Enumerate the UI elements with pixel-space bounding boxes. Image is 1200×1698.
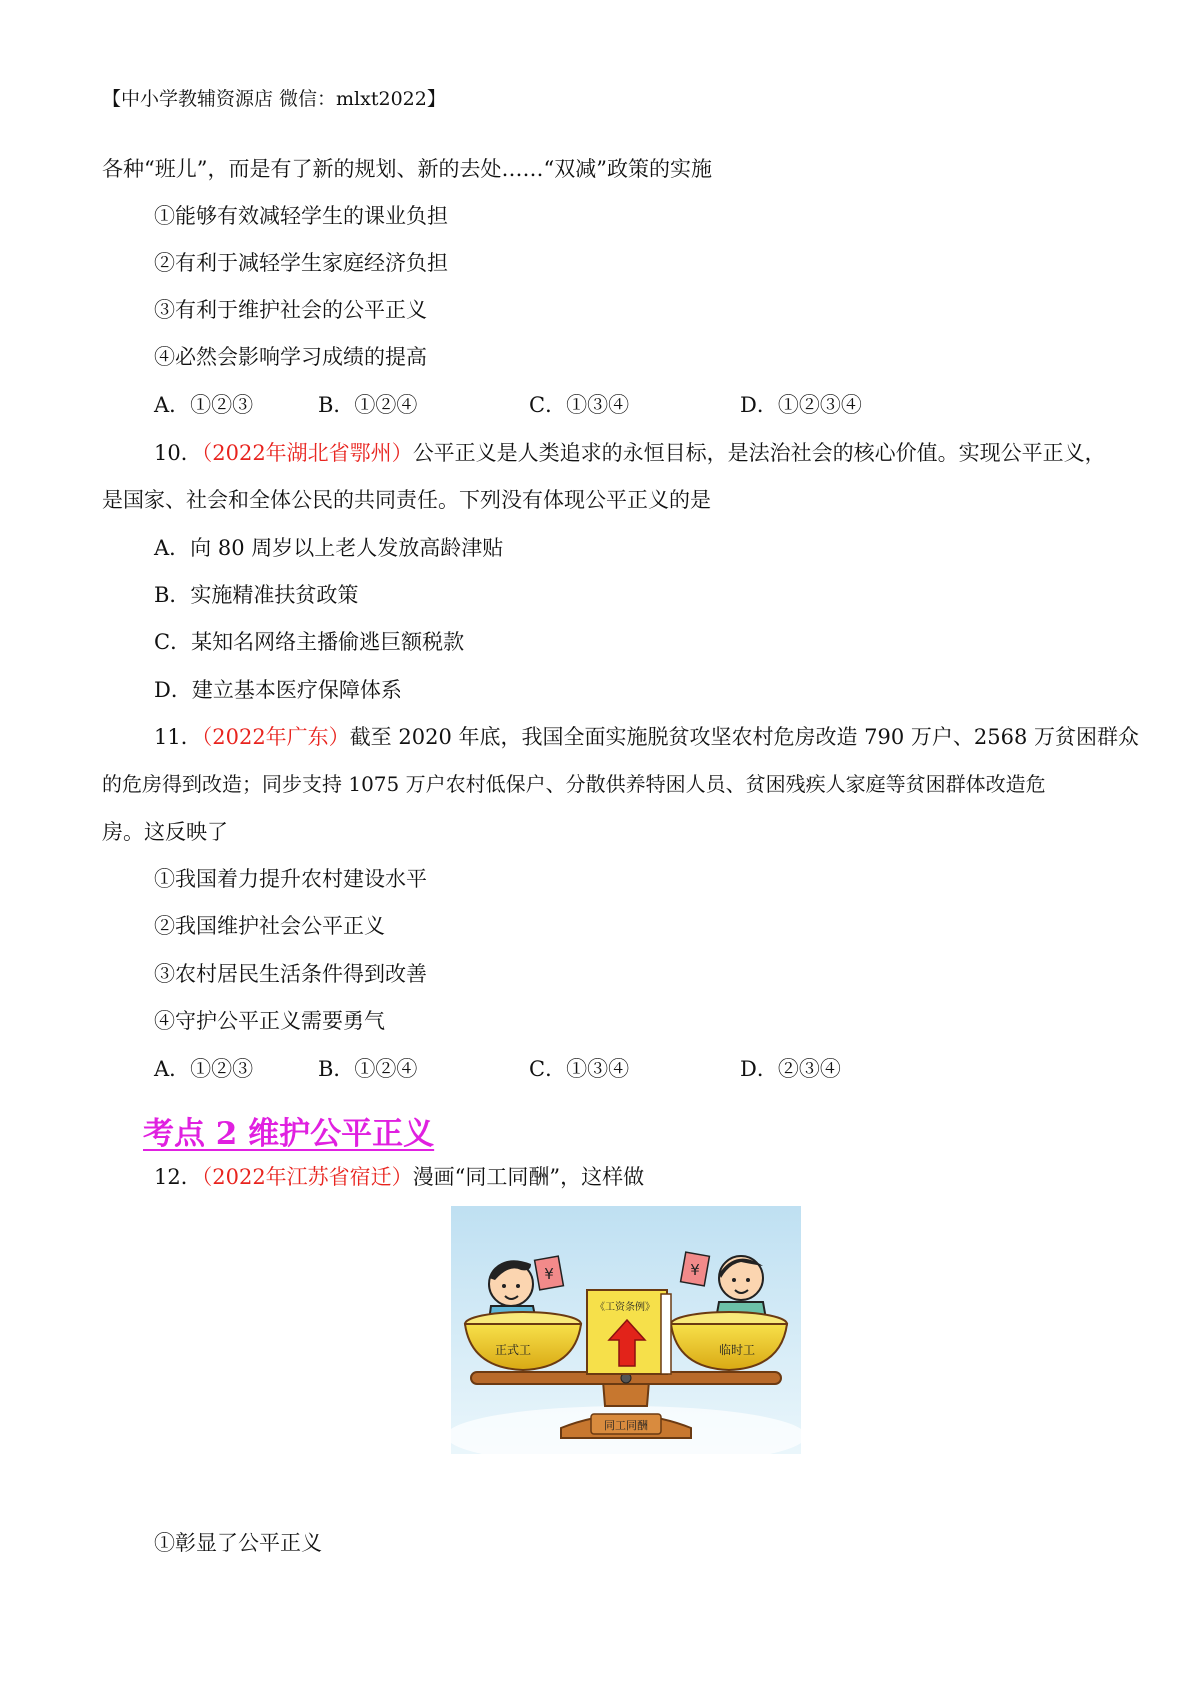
q11-choice-a[interactable]: A．①②③ bbox=[154, 1057, 254, 1081]
q10-source: （2022年湖北省鄂州） bbox=[201, 441, 413, 465]
q10-choice-a[interactable]: A．向 80 周岁以上老人发放高龄津贴 bbox=[154, 536, 504, 560]
q12-stem-text: 漫画“同工同酬”，这样做 bbox=[412, 1165, 645, 1189]
q10-choice-b[interactable]: B．实施精准扶贫政策 bbox=[154, 583, 359, 607]
page-header: 【中小学教辅资源店 微信：mlxt2022】 bbox=[102, 88, 446, 110]
left-money-symbol: ¥ bbox=[544, 1265, 554, 1283]
q11-choices bbox=[154, 1054, 1054, 1084]
q11-stem-line3: 房。这反映了 bbox=[102, 820, 228, 844]
q10-stem-line1 bbox=[154, 438, 1106, 468]
right-bowl-label: 临时工 bbox=[718, 1343, 756, 1357]
q9-stem-tail: 各种“班儿”，而是有了新的规划、新的去处……“双减”政策的实施 bbox=[102, 157, 712, 181]
q11-choice-d[interactable]: D．②③④ bbox=[740, 1057, 841, 1081]
q9-item-4: ④必然会影响学习成绩的提高 bbox=[154, 345, 427, 369]
q12-item-1: ①彰显了公平正义 bbox=[154, 1531, 322, 1555]
q9-choice-c[interactable]: C．①③④ bbox=[529, 393, 630, 417]
q9-choice-d[interactable]: D．①②③④ bbox=[740, 393, 862, 417]
q12-number: 12． bbox=[154, 1165, 202, 1189]
q10-choice-d[interactable]: D．建立基本医疗保障体系 bbox=[154, 678, 402, 702]
q9-item-3: ③有利于维护社会的公平正义 bbox=[154, 298, 427, 322]
q11-stem-line2: 的危房得到改造；同步支持 1075 万户农村低保户、分散供养特困人员、贫困残疾人家庭等贫困群体改造危 bbox=[102, 772, 1046, 796]
book-title: 《工资条例》 bbox=[595, 1302, 655, 1313]
q11-item-4: ④守护公平正义需要勇气 bbox=[154, 1009, 385, 1033]
q9-choice-b[interactable]: B．①②④ bbox=[318, 393, 418, 417]
q11-source: （2022年广东） bbox=[201, 725, 350, 749]
q10-number: 10． bbox=[154, 441, 202, 465]
equal-pay-cartoon bbox=[451, 1206, 801, 1454]
q11-choice-c[interactable]: C．①③④ bbox=[529, 1057, 630, 1081]
q12-source: （2022年江苏省宿迁） bbox=[201, 1165, 413, 1189]
base-label: 同工同酬 bbox=[604, 1419, 648, 1432]
q11-stem-line1 bbox=[154, 722, 1139, 752]
q10-choice-c[interactable]: C．某知名网络主播偷逃巨额税款 bbox=[154, 630, 465, 654]
right-money-symbol: ¥ bbox=[690, 1261, 700, 1279]
q11-stem-text1: 截至 2020 年底，我国全面实施脱贫攻坚农村危房改造 790 万户、2568 万贫困群众 bbox=[349, 725, 1140, 749]
left-bowl-label: 正式工 bbox=[494, 1343, 532, 1357]
q11-item-1: ①我国着力提升农村建设水平 bbox=[154, 867, 427, 891]
section-title: 考点 2 维护公平正义 bbox=[143, 1116, 435, 1152]
q10-stem-line2: 是国家、社会和全体公民的共同责任。下列没有体现公平正义的是 bbox=[102, 488, 711, 512]
q11-number: 11． bbox=[154, 725, 202, 749]
q11-choice-b[interactable]: B．①②④ bbox=[318, 1057, 418, 1081]
q9-choice-a[interactable]: A．①②③ bbox=[154, 393, 254, 417]
q9-item-1: ①能够有效减轻学生的课业负担 bbox=[154, 204, 448, 228]
q9-choices bbox=[154, 390, 1054, 420]
q11-item-2: ②我国维护社会公平正义 bbox=[154, 914, 385, 938]
q10-stem-text1: 公平正义是人类追求的永恒目标，是法治社会的核心价值。实现公平正义， bbox=[412, 441, 1106, 465]
q11-item-3: ③农村居民生活条件得到改善 bbox=[154, 962, 427, 986]
q9-item-2: ②有利于减轻学生家庭经济负担 bbox=[154, 251, 448, 275]
q12-stem bbox=[154, 1162, 644, 1192]
regulation-book bbox=[587, 1290, 671, 1374]
